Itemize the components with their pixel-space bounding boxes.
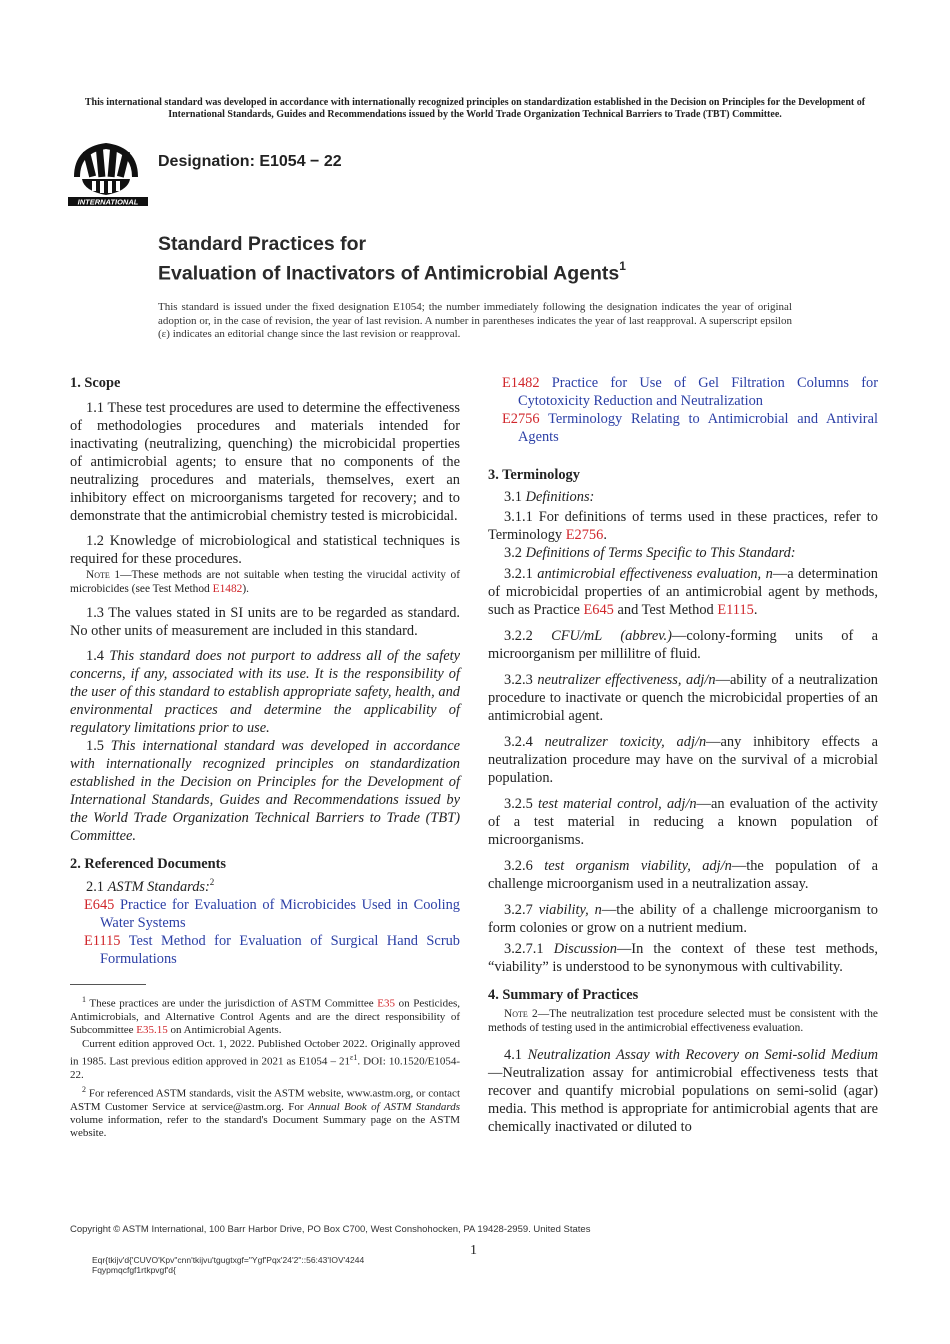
ref-link-e2756[interactable]: E2756: [565, 527, 604, 543]
footnote-1: [70, 993, 460, 1038]
section-3-2-6: [488, 857, 878, 893]
page-number: 1: [470, 1243, 477, 1258]
note-1: [70, 568, 460, 596]
ref-title[interactable]: Practice for Use of Gel Filtration Columns for Cytotoxicity Reduction and Neutralization: [518, 375, 878, 409]
footnote-divider: [70, 984, 146, 985]
ref-link-e1482[interactable]: E1482: [212, 583, 243, 595]
title-line-1: Standard Practices for: [158, 233, 367, 255]
section-1-4-num: 1.4: [86, 648, 110, 664]
section-3-2-4-text: —any inhibitory effects a neutralization procedure may have on the survival of a microbial population.: [488, 734, 878, 786]
footnote-1-edition-a: Current edition approved Oct. 1, 2022. Published October 2022. Originally approved in 1985. Last previous edition approved in 2021 as E1054 – 21: [70, 1037, 460, 1068]
section-3-2-7-num: 3.2.7: [504, 902, 539, 918]
ref-code[interactable]: E2756: [502, 411, 540, 427]
section-1-5-num: 1.5: [86, 738, 111, 754]
section-3-2-6-text: —the population of a challenge microorganism used in a neutralization assay.: [488, 858, 878, 892]
summary-heading: 4. Summary of Practices: [488, 987, 639, 1003]
section-3-2-7-text: —the ability of a challenge microorganism to form colonies or grow on a nutrient medium.: [488, 902, 878, 936]
terminology-heading: 3. Terminology: [488, 467, 580, 483]
section-3-2-7-1-num: 3.2.7.1: [504, 941, 554, 957]
section-3-2-4-num: 3.2.4: [504, 734, 545, 750]
section-1-2: 1.2 Knowledge of microbiological and statistical techniques is required for these procedures.: [70, 533, 460, 567]
section-3-2-1: [488, 565, 878, 619]
section-3-1: [488, 488, 878, 506]
footnote-2-text-b: volume information, refer to the standard's Document Summary page on the ASTM website.: [70, 1114, 460, 1140]
section-1-3: 1.3 The values stated in SI units are to be regarded as standard. No other units of measurement are included in this standard.: [70, 605, 460, 639]
footnote-2-italic: Annual Book of ASTM Standards: [307, 1100, 460, 1113]
section-2-1-text: ASTM Standards:: [107, 878, 210, 895]
wto-notice: This international standard was developed in accordance with internationally recognized principles on standardization established in the Decision on Principles for the Development of International Standards, Guides and Recommendations issued by the World Trade Organization Technical Barriers to Trade (TBT) Committee.: [84, 97, 866, 120]
section-3-2-4: [488, 733, 878, 787]
copyright-line: Copyright © ASTM International, 100 Barr Harbor Drive, PO Box C700, West Conshohocken, PA 19428-2959. United States: [70, 1224, 591, 1235]
section-3-2: [488, 544, 878, 562]
section-3-2-5: [488, 795, 878, 849]
section-3-2-2: [488, 627, 878, 663]
ref-title[interactable]: Terminology Relating to Antimicrobial and Antiviral Agents: [518, 411, 878, 445]
svg-text:INTERNATIONAL: INTERNATIONAL: [77, 197, 139, 207]
preamble: This standard is issued under the fixed designation E1054; the number immediately following the designation indicates the year of original adoption or, in the case of revision, the year of last revision. A number in parentheses indicates the year of last reapproval. A superscript epsilon (ε) indicates an editorial change since the last revision or reapproval.: [158, 301, 792, 341]
section-1-5: [70, 737, 460, 845]
section-3-1-1-text: 3.1.1 For definitions of terms used in these practices, refer to Terminology: [488, 509, 878, 543]
term-viability: viability, n: [538, 902, 602, 918]
footnote-1-text-b: on Pesticides, Antimicrobials, and Alternative Control Agents and are the direct responsibility of Subcommittee: [70, 997, 460, 1037]
section-4-1-num: 4.1: [504, 1047, 528, 1063]
left-column: [70, 374, 460, 1141]
right-column: [488, 374, 878, 1136]
footnote-1-edition-b: . DOI: 10.1520/E1054-22.: [70, 1055, 461, 1082]
section-2-1: [70, 873, 460, 896]
section-4-1: [488, 1046, 878, 1136]
ref-item-e645[interactable]: [84, 896, 460, 932]
section-3-1-1-end: .: [603, 527, 607, 543]
section-3-2-5-num: 3.2.5: [504, 796, 538, 812]
section-1-4: [70, 647, 460, 737]
note-2-text: —The neutralization test procedure selected must be consistent with the methods of testing used in the antimicrobial effectiveness evaluation.: [488, 1008, 878, 1034]
footnote-1-edition: [70, 1038, 460, 1083]
ref-item-e1115[interactable]: [84, 932, 460, 968]
section-3-2-7-1: [488, 940, 878, 976]
term-test-organism-viability: test organism viability, adj/n: [544, 858, 732, 874]
section-1-1: 1.1 These test procedures are used to determine the effectiveness of methodologies procedures and materials intended for inactivating (neutralizing, quenching) the microbicidal properties of antimicrobial agents; to ensure that no components of the neutralizing procedures and materials, themselves, exert an inhibitory effect on microorganisms targeted for recovery; and to demonstrate that the antimicrobial chemistry tested is microbicidal.: [70, 400, 460, 524]
section-3-1-num: 3.1: [504, 489, 526, 505]
term-antimicrobial-effectiveness: antimicrobial effectiveness evaluation, n: [537, 566, 773, 582]
title-line-2-text: Evaluation of Inactivators of Antimicrobial Agents: [158, 262, 620, 285]
footnote-1-mark: 1: [82, 994, 86, 1004]
refdocs-heading: 2. Referenced Documents: [70, 856, 226, 872]
note-1-end: ).: [242, 583, 250, 595]
note-2: [488, 1007, 878, 1035]
ref-link-e1115[interactable]: E1115: [717, 602, 754, 618]
ref-title[interactable]: Practice for Evaluation of Microbicides Used in Cooling Water Systems: [100, 896, 460, 931]
footnote-2-text-a: For referenced ASTM standards, visit the ASTM website, www.astm.org, or contact ASTM Customer Service at service@astm.org. For: [70, 1087, 460, 1113]
section-3-2-1-text-a: —a determination of microbicidal properties of an antimicrobial agent by methods, such as Practice: [488, 566, 878, 618]
term-cfu-ml: CFU/mL (abbrev.): [551, 628, 672, 644]
ref-item-e2756[interactable]: [502, 410, 878, 446]
download-stamp: [92, 1255, 364, 1275]
section-3-2-1-end: .: [753, 602, 758, 618]
footnote-2-mark: 2: [82, 1084, 86, 1094]
ref-link-e645[interactable]: E645: [583, 602, 614, 618]
section-3-2-6-num: 3.2.6: [504, 858, 545, 874]
ref-code[interactable]: E1115: [84, 932, 121, 949]
section-3-2-3-text: —ability of a neutralization procedure to inactivate or quench the microbicidal properties of an antimicrobial agent.: [488, 672, 878, 724]
ref-code[interactable]: E1482: [502, 375, 540, 391]
term-neutralizer-effectiveness: neutralizer effectiveness, adj/n: [537, 672, 716, 688]
section-2-1-num: 2.1: [86, 878, 108, 895]
title-line-2: [158, 256, 626, 286]
section-3-2-5-text: —an evaluation of the activity of a test material in reducing a known population of microorganisms.: [488, 796, 878, 848]
term-test-material-control: test material control, adj/n: [537, 796, 697, 812]
term-neutralization-assay: Neutralization Assay with Recovery on Semi-solid Medium: [527, 1047, 878, 1063]
scope-heading: 1. Scope: [70, 375, 121, 391]
section-3-2-2-num: 3.2.2: [504, 628, 552, 644]
ref-item-e1482[interactable]: [502, 374, 878, 410]
ref-link-e35-15[interactable]: E35.15: [136, 1024, 168, 1037]
designation: Designation: E1054 − 22: [158, 153, 342, 170]
stamp-line-2: Fqypmqcfgf1rtkpvgf'd{: [92, 1265, 176, 1275]
footnote-1-text-a: These practices are under the jurisdiction of ASTM Committee: [86, 997, 378, 1010]
section-3-2-3-num: 3.2.3: [504, 672, 538, 688]
section-4-1-text: —Neutralization assay for antimicrobial effectiveness tests that recover and quantify microbial populations on semi-solid (agar) media. This method is appropriate for antimicrobial agents that are chemically inactivated or diluted to: [488, 1065, 878, 1135]
footnote-2: [70, 1083, 460, 1141]
section-3-1-1: [488, 508, 878, 544]
astm-logo-icon: [66, 137, 150, 209]
stamp-line-1: Eqr{tkijv'd{'CUVO'Kpv"cnn'tkijvu'tgugtxgf="Ygf'Pqx'24'2"::56:43'IOV'4244: [92, 1255, 365, 1265]
term-discussion: Discussion: [553, 941, 617, 957]
document-title: [158, 232, 626, 286]
section-3-2-1-text-b: and Test Method: [613, 602, 718, 618]
footnote-1-text-c: on Antimicrobial Agents.: [167, 1024, 282, 1037]
ref-title[interactable]: Test Method for Evaluation of Surgical Hand Scrub Formulations: [100, 932, 460, 967]
section-3-2-7: [488, 901, 878, 937]
section-2-1-mark: 2: [209, 877, 215, 887]
ref-code[interactable]: E645: [84, 896, 115, 913]
note-1-text: —These methods are not suitable when testing the virucidal activity of microbicides (see Test Method: [70, 569, 460, 595]
ref-link-e35[interactable]: E35: [377, 997, 396, 1010]
section-3-1-text: Definitions:: [525, 489, 595, 505]
title-footnote-mark: 1: [619, 259, 626, 273]
section-3-2-1-num: 3.2.1: [504, 566, 538, 582]
section-3-2-3: [488, 671, 878, 725]
note-1-label: Note 1: [86, 569, 121, 581]
term-neutralizer-toxicity: neutralizer toxicity, adj/n: [544, 734, 707, 750]
section-1-5-text: This international standard was developed in accordance with internationally recognized principles on standardization established in the Decision on Principles for the Development of International Standards, Guides and Recommendations issued by the World Trade Organization Technical Barriers to Trade (TBT) Committee.: [70, 738, 461, 844]
section-3-2-2-text: —colony-forming units of a microorganism per millilitre of fluid.: [488, 628, 878, 662]
section-3-2-text: Definitions of Terms Specific to This Standard:: [525, 545, 796, 561]
section-3-2-7-1-text: —In the context of these test methods, “viability” is understood to be synonymous with cultivability.: [488, 941, 879, 975]
section-3-2-num: 3.2: [504, 545, 526, 561]
section-1-4-text: This standard does not purport to address all of the safety concerns, if any, associated with its use. It is the responsibility of the user of this standard to establish appropriate safety, health, and environmental practices and determine the applicability of regulatory limitations prior to use.: [70, 648, 460, 736]
astm-logo: [66, 137, 150, 209]
note-2-label: Note 2: [504, 1008, 538, 1020]
footnote-1-epsilon: ε1: [350, 1053, 358, 1063]
